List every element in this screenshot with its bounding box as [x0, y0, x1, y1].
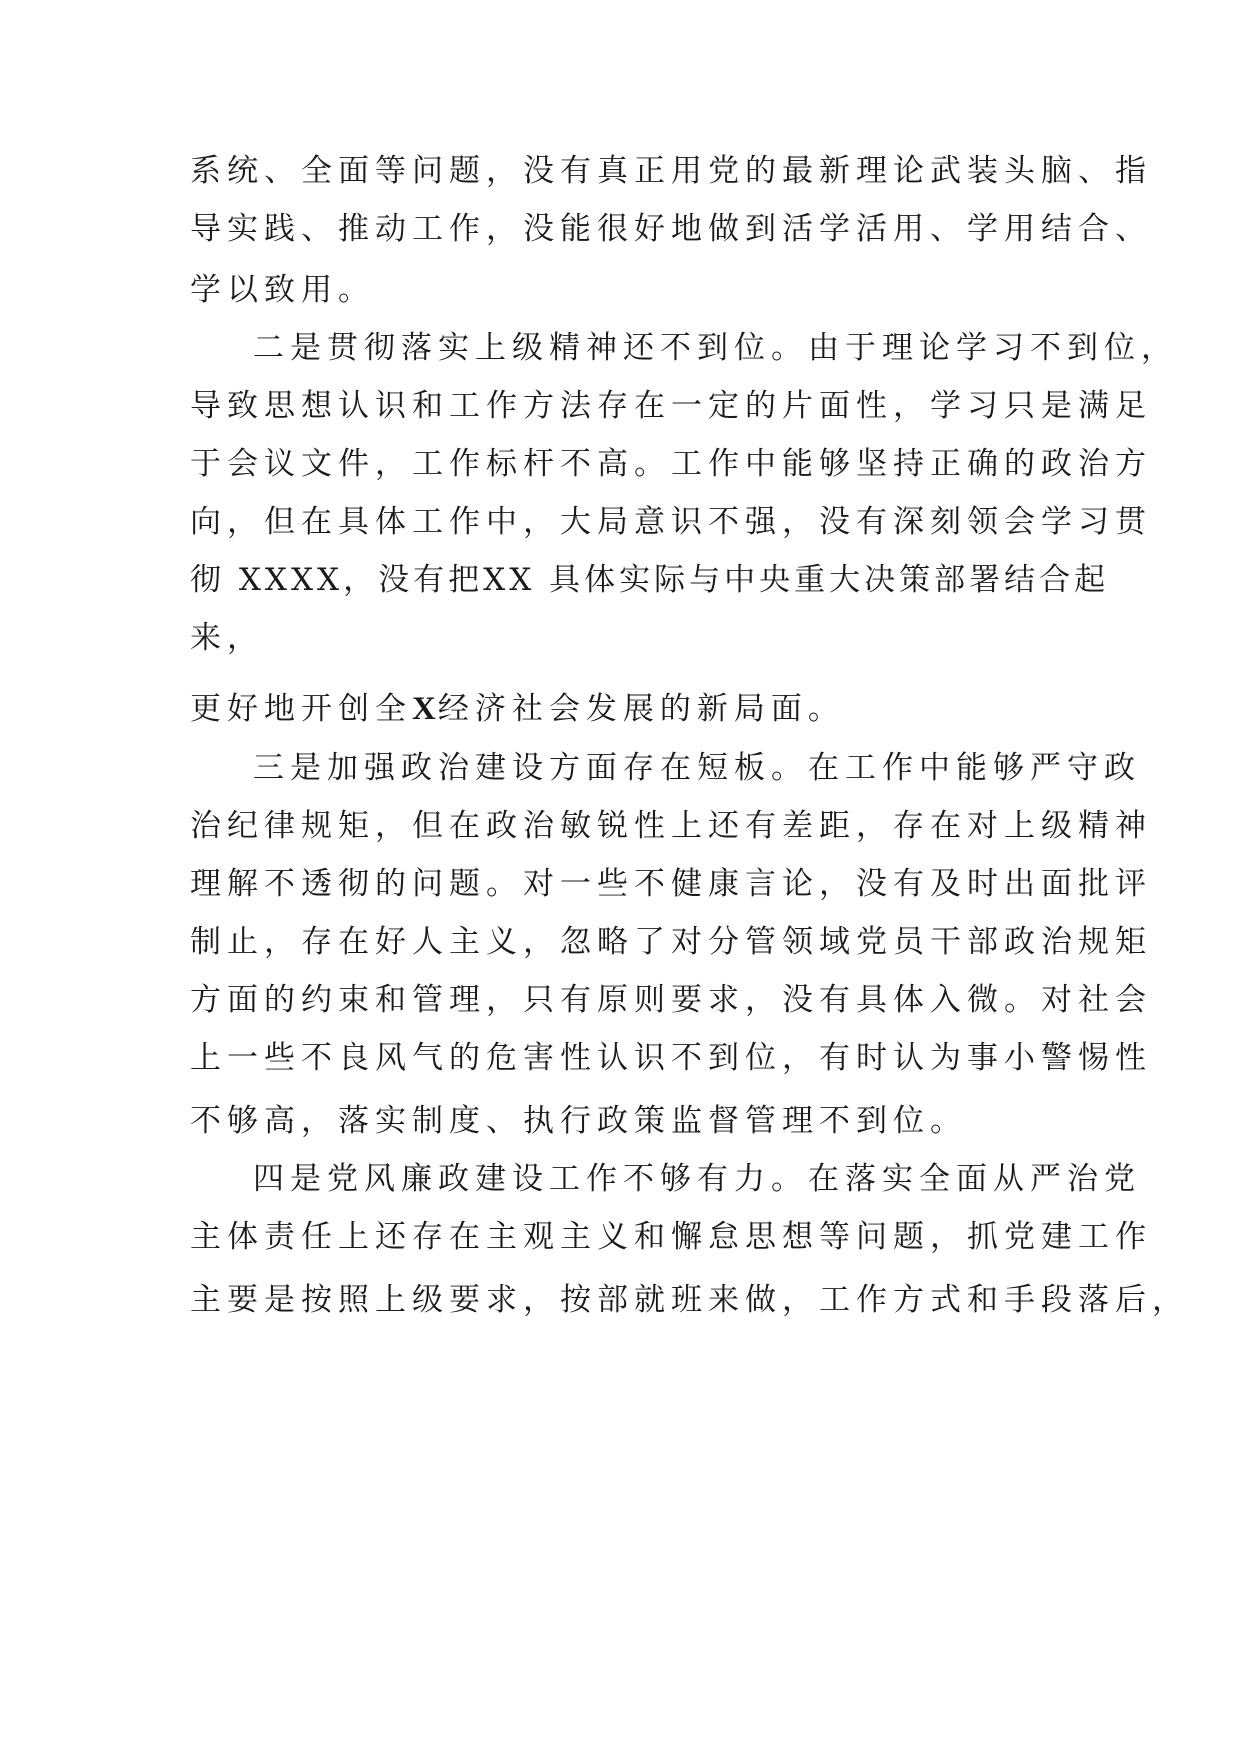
- text-segment: 更好地开创全: [190, 691, 412, 727]
- paragraph-3-line-4: 制止，存在好人主义，忽略了对分管领域党员干部政治规矩: [190, 924, 1152, 960]
- paragraph-4-line-1: 四是党风廉政建设工作不够有力。在落实全面从严治党: [253, 1161, 1141, 1197]
- paragraph-2-line-6: 来，: [190, 620, 264, 656]
- paragraph-2-line-2: 导致思想认识和工作方法存在一定的片面性，学习只是满足: [190, 388, 1152, 424]
- paragraph-2-line-5: 彻 XXXX，没有把XX 具体实际与中央重大决策部署结合起: [190, 562, 1110, 598]
- text-line-1: 系统、全面等问题，没有真正用党的最新理论武装头脑、指: [190, 153, 1152, 189]
- paragraph-3-line-7: 不够高，落实制度、执行政策监督管理不到位。: [190, 1103, 967, 1139]
- paragraph-4-line-2: 主体责任上还存在主观主义和懈怠思想等问题，抓党建工作: [190, 1219, 1152, 1255]
- text-line-2: 导实践、推动工作，没能很好地做到活学活用、学用结合、: [190, 211, 1152, 247]
- paragraph-2-line-4: 向，但在具体工作中，大局意识不强，没有深刻领会学习贯: [190, 504, 1152, 540]
- text-line-3: 学以致用。: [190, 272, 375, 308]
- paragraph-3-line-3: 理解不透彻的问题。对一些不健康言论，没有及时出面批评: [190, 866, 1152, 902]
- paragraph-3-line-2: 治纪律规矩，但在政治敏锐性上还有差距，存在对上级精神: [190, 808, 1152, 844]
- paragraph-2-line-3: 于会议文件，工作标杆不高。工作中能够坚持正确的政治方: [190, 446, 1152, 482]
- text-segment: 经济社会发展的新局面。: [437, 691, 845, 727]
- paragraph-4-line-3: 主要是按照上级要求，按部就班来做，工作方式和手段落后，: [190, 1282, 1189, 1318]
- paragraph-3-line-1: 三是加强政治建设方面存在短板。在工作中能够严守政: [253, 750, 1141, 786]
- paragraph-3-line-5: 方面的约束和管理，只有原则要求，没有具体入微。对社会: [190, 982, 1152, 1018]
- paragraph-2-line-1: 二是贯彻落实上级精神还不到位。由于理论学习不到位，: [253, 330, 1178, 366]
- paragraph-2-line-7: [190, 690, 1070, 728]
- paragraph-3-line-6: 上一些不良风气的危害性认识不到位，有时认为事小警惕性: [190, 1040, 1152, 1076]
- bold-x-placeholder: X: [412, 691, 438, 727]
